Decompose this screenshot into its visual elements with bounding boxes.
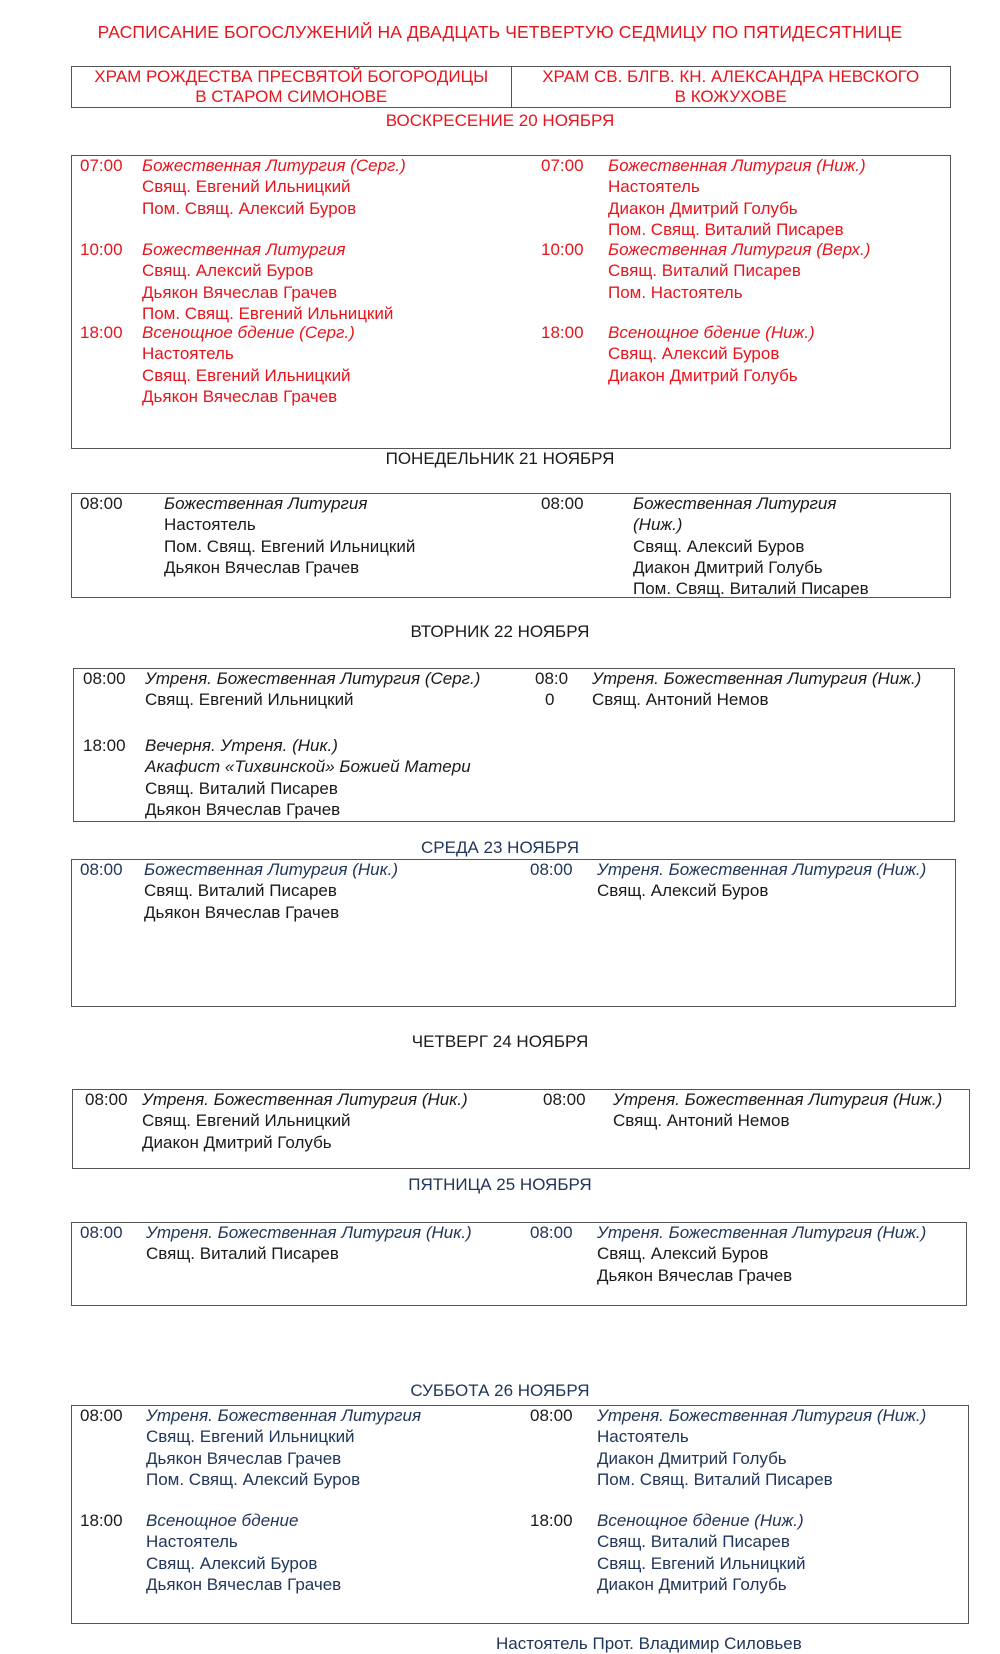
service-title-line xyxy=(144,859,398,880)
service-name: Божественная Литургия xyxy=(164,494,368,513)
clergy-name: Диакон Дмитрий Голубь xyxy=(633,557,823,577)
service-details xyxy=(146,1222,472,1265)
service-time: 18:00 xyxy=(83,736,126,755)
service-time-continued: 0 xyxy=(545,690,555,710)
service-time: 08:00 xyxy=(80,1406,123,1425)
church-left-header xyxy=(72,67,511,107)
service-details xyxy=(597,1222,926,1286)
service-location: (Ниж.) xyxy=(872,1406,927,1425)
clergy-name: Свящ. Виталий Писарев xyxy=(608,261,801,281)
clergy-name: Свящ. Антоний Немов xyxy=(592,690,769,710)
service-time: 08:00 xyxy=(530,860,573,879)
church-header-table xyxy=(71,66,951,108)
clergy-name: Диакон Дмитрий Голубь xyxy=(597,1448,787,1468)
clergy-name: Пом. Настоятель xyxy=(608,282,743,302)
service-title-line xyxy=(146,1405,421,1426)
service-location: (Ниж.) xyxy=(888,1090,943,1109)
clergy-name: Диакон Дмитрий Голубь xyxy=(142,1132,332,1152)
service-time: 08:00 xyxy=(543,1090,586,1109)
service-time: 07:00 xyxy=(541,156,584,175)
service-name: Утреня. Божественная Литургия xyxy=(146,1406,422,1425)
service-name: Божественная Литургия xyxy=(608,156,812,175)
clergy-name: Свящ. Евгений Ильницкий xyxy=(597,1553,806,1573)
service-title-line xyxy=(146,1510,341,1531)
service-location: (Ниж.) xyxy=(811,156,866,175)
service-details xyxy=(608,155,866,240)
service-title-line xyxy=(592,668,921,689)
clergy-name: Дьякон Вячеслав Грачев xyxy=(164,557,360,577)
clergy-name: Пом. Свящ. Евгений Ильницкий xyxy=(142,303,394,323)
service-title-line xyxy=(142,239,393,260)
clergy-name: Дьякон Вячеслав Грачев xyxy=(146,1448,342,1468)
service-location: (Ник.) xyxy=(347,860,398,879)
service-details xyxy=(613,1089,942,1132)
service-name: Утреня. Божественная Литургия xyxy=(597,860,873,879)
service-title-line xyxy=(608,239,870,260)
service-name: Божественная Литургия xyxy=(633,494,837,513)
day-label: СРЕДА 23 НОЯБРЯ xyxy=(421,838,579,857)
clergy-name: Дьякон Вячеслав Грачев xyxy=(597,1265,793,1285)
service-name: Всенощное бдение xyxy=(608,323,761,342)
service-details xyxy=(145,668,480,711)
service-name: Утреня. Божественная Литургия xyxy=(613,1090,889,1109)
service-time: 18:00 xyxy=(530,1511,573,1530)
clergy-name: Дьякон Вячеслав Грачев xyxy=(142,282,338,302)
service-location: (Ниж.) xyxy=(633,515,683,535)
clergy-name: Пом. Свящ. Алексий Буров xyxy=(146,1469,361,1489)
service-name: Божественная Литургия xyxy=(142,240,346,259)
service-name: Всенощное бдение xyxy=(142,323,295,342)
day-label: СУББОТА 26 НОЯБРЯ xyxy=(410,1381,590,1400)
service-name: Утреня. Божественная Литургия xyxy=(146,1223,422,1242)
clergy-name: Диакон Дмитрий Голубь xyxy=(597,1574,787,1594)
service-title-line xyxy=(142,1089,468,1110)
service-details xyxy=(608,239,870,303)
service-location: (Ниж.) xyxy=(749,1511,804,1530)
service-time: 08:00 xyxy=(530,1223,573,1242)
service-title-line xyxy=(608,322,815,343)
service-location: (Серг.) xyxy=(420,669,481,688)
service-details xyxy=(145,735,471,820)
service-details xyxy=(592,668,921,711)
clergy-name: Настоятель xyxy=(597,1427,689,1447)
service-name: Утреня. Божественная Литургия xyxy=(592,669,868,688)
service-name: Вечерня. Утреня. xyxy=(145,736,288,755)
service-time: 18:00 xyxy=(541,323,584,342)
service-title-line xyxy=(608,155,866,176)
service-time: 07:00 xyxy=(80,156,123,175)
service-location: (Ниж.) xyxy=(760,323,815,342)
clergy-name: Дьякон Вячеслав Грачев xyxy=(144,902,340,922)
service-title-line xyxy=(597,1405,926,1426)
clergy-name: Пом. Свящ. Алексий Буров xyxy=(142,198,357,218)
signature: Настоятель Прот. Владимир Силовьев xyxy=(496,1634,802,1653)
service-name: Всенощное бдение xyxy=(597,1511,750,1530)
day-label: ВОСКРЕСЕНИЕ 20 НОЯБРЯ xyxy=(385,111,615,130)
service-details xyxy=(142,322,355,407)
clergy-name: Пом. Свящ. Евгений Ильницкий xyxy=(164,536,416,556)
service-title-line xyxy=(597,859,926,880)
service-name: Божественная Литургия xyxy=(608,240,812,259)
service-title-line xyxy=(146,1222,472,1243)
service-time: 08:0 xyxy=(535,669,569,688)
service-title-line xyxy=(142,322,355,343)
clergy-name: Свящ. Евгений Ильницкий xyxy=(146,1427,355,1447)
service-details xyxy=(633,493,869,599)
clergy-name: Свящ. Виталий Писарев xyxy=(146,1244,339,1264)
clergy-name: Свящ. Алексий Буров xyxy=(142,261,314,281)
clergy-name: Свящ. Алексий Буров xyxy=(633,536,805,556)
clergy-name: Свящ. Евгений Ильницкий xyxy=(145,690,354,710)
service-time: 10:00 xyxy=(541,240,584,259)
service-title-line xyxy=(597,1510,806,1531)
service-location: (Серг.) xyxy=(294,323,355,342)
clergy-name: Свящ. Виталий Писарев xyxy=(144,881,337,901)
service-title-line xyxy=(597,1222,926,1243)
service-time: 08:00 xyxy=(83,669,126,688)
service-details xyxy=(597,1510,806,1595)
service-name: Утреня. Божественная Литургия xyxy=(142,1090,418,1109)
service-time: 08:00 xyxy=(80,494,123,513)
service-details xyxy=(608,322,815,386)
clergy-name: Свящ. Виталий Писарев xyxy=(597,1532,790,1552)
clergy-name: Настоятель xyxy=(146,1532,238,1552)
clergy-name: Настоятель xyxy=(608,177,700,197)
clergy-name: Настоятель xyxy=(164,515,256,535)
service-details xyxy=(597,1405,926,1490)
service-details xyxy=(164,493,415,578)
service-details xyxy=(142,239,393,324)
service-name: Утреня. Божественная Литургия xyxy=(145,669,421,688)
service-title-line xyxy=(164,493,415,514)
service-time: 08:00 xyxy=(541,494,584,513)
service-time: 08:00 xyxy=(80,860,123,879)
service-location: (Ниж.) xyxy=(872,860,927,879)
service-name: Утреня. Божественная Литургия xyxy=(597,1223,873,1242)
service-details xyxy=(142,1089,468,1153)
clergy-name: Пом. Свящ. Виталий Писарев xyxy=(608,219,844,239)
clergy-name: Свящ. Алексий Буров xyxy=(597,881,769,901)
service-title-line xyxy=(613,1089,942,1110)
church-right-header xyxy=(511,67,951,107)
day-label: ПОНЕДЕЛЬНИК 21 НОЯБРЯ xyxy=(385,449,615,468)
clergy-name: Свящ. Алексий Буров xyxy=(597,1244,769,1264)
clergy-name: Свящ. Виталий Писарев xyxy=(145,778,338,798)
service-location: (Серг.) xyxy=(345,156,406,175)
service-location: (Ник.) xyxy=(417,1090,468,1109)
service-name: Всенощное бдение xyxy=(146,1511,299,1530)
day-label: ЧЕТВЕРГ 24 НОЯБРЯ xyxy=(411,1032,589,1051)
clergy-name: Диакон Дмитрий Голубь xyxy=(608,365,798,385)
church-right-location: В КОЖУХОВЕ xyxy=(674,87,787,106)
service-time: 18:00 xyxy=(80,1511,123,1530)
clergy-name: Диакон Дмитрий Голубь xyxy=(608,198,798,218)
clergy-name: Дьякон Вячеслав Грачев xyxy=(145,799,341,819)
clergy-name: Свящ. Алексий Буров xyxy=(146,1553,318,1573)
service-location: (Верх.) xyxy=(811,240,871,259)
service-location: (Ник.) xyxy=(287,736,338,755)
church-right-name: ХРАМ СВ. БЛГВ. КН. АЛЕКСАНДРА НЕВСКОГО xyxy=(542,67,920,86)
clergy-name: Пом. Свящ. Виталий Писарев xyxy=(597,1469,833,1489)
service-name: Утреня. Божественная Литургия xyxy=(597,1406,873,1425)
service-details xyxy=(146,1510,341,1595)
service-name: Божественная Литургия xyxy=(144,860,348,879)
service-details xyxy=(142,155,406,219)
clergy-name: Свящ. Антоний Немов xyxy=(613,1111,790,1131)
church-left-location: В СТАРОМ СИМОНОВЕ xyxy=(195,87,388,106)
service-title-line xyxy=(145,735,471,756)
service-details xyxy=(597,859,926,902)
service-title-line xyxy=(633,493,869,514)
service-time: 08:00 xyxy=(530,1406,573,1425)
clergy-name: Свящ. Евгений Ильницкий xyxy=(142,177,351,197)
day-label: ПЯТНИЦА 25 НОЯБРЯ xyxy=(408,1175,592,1194)
service-details xyxy=(144,859,398,923)
clergy-name: Свящ. Евгений Ильницкий xyxy=(142,365,351,385)
service-time: 10:00 xyxy=(80,240,123,259)
service-time: 18:00 xyxy=(80,323,123,342)
service-location: (Ник.) xyxy=(421,1223,472,1242)
clergy-name: Дьякон Вячеслав Грачев xyxy=(146,1574,342,1594)
service-name-extra: Акафист «Тихвинской» Божией Матери xyxy=(145,757,471,777)
service-location: (Ниж.) xyxy=(867,669,922,688)
church-left-name: ХРАМ РОЖДЕСТВА ПРЕСВЯТОЙ БОГОРОДИЦЫ xyxy=(94,67,489,86)
day-label: ВТОРНИК 22 НОЯБРЯ xyxy=(410,622,590,641)
service-title-line xyxy=(145,668,480,689)
clergy-name: Дьякон Вячеслав Грачев xyxy=(142,386,338,406)
service-details xyxy=(146,1405,421,1490)
clergy-name: Пом. Свящ. Виталий Писарев xyxy=(633,579,869,599)
clergy-name: Свящ. Евгений Ильницкий xyxy=(142,1111,351,1131)
clergy-name: Свящ. Алексий Буров xyxy=(608,344,780,364)
page-title: РАСПИСАНИЕ БОГОСЛУЖЕНИЙ НА ДВАДЦАТЬ ЧЕТВЕРТУЮ СЕДМИЦУ ПО ПЯТИДЕСЯТНИЦЕ xyxy=(97,22,903,42)
service-time: 08:00 xyxy=(85,1090,128,1109)
service-location: (Ниж.) xyxy=(872,1223,927,1242)
service-name: Божественная Литургия xyxy=(142,156,346,175)
service-time: 08:00 xyxy=(80,1223,123,1242)
service-title-line xyxy=(142,155,406,176)
clergy-name: Настоятель xyxy=(142,344,234,364)
